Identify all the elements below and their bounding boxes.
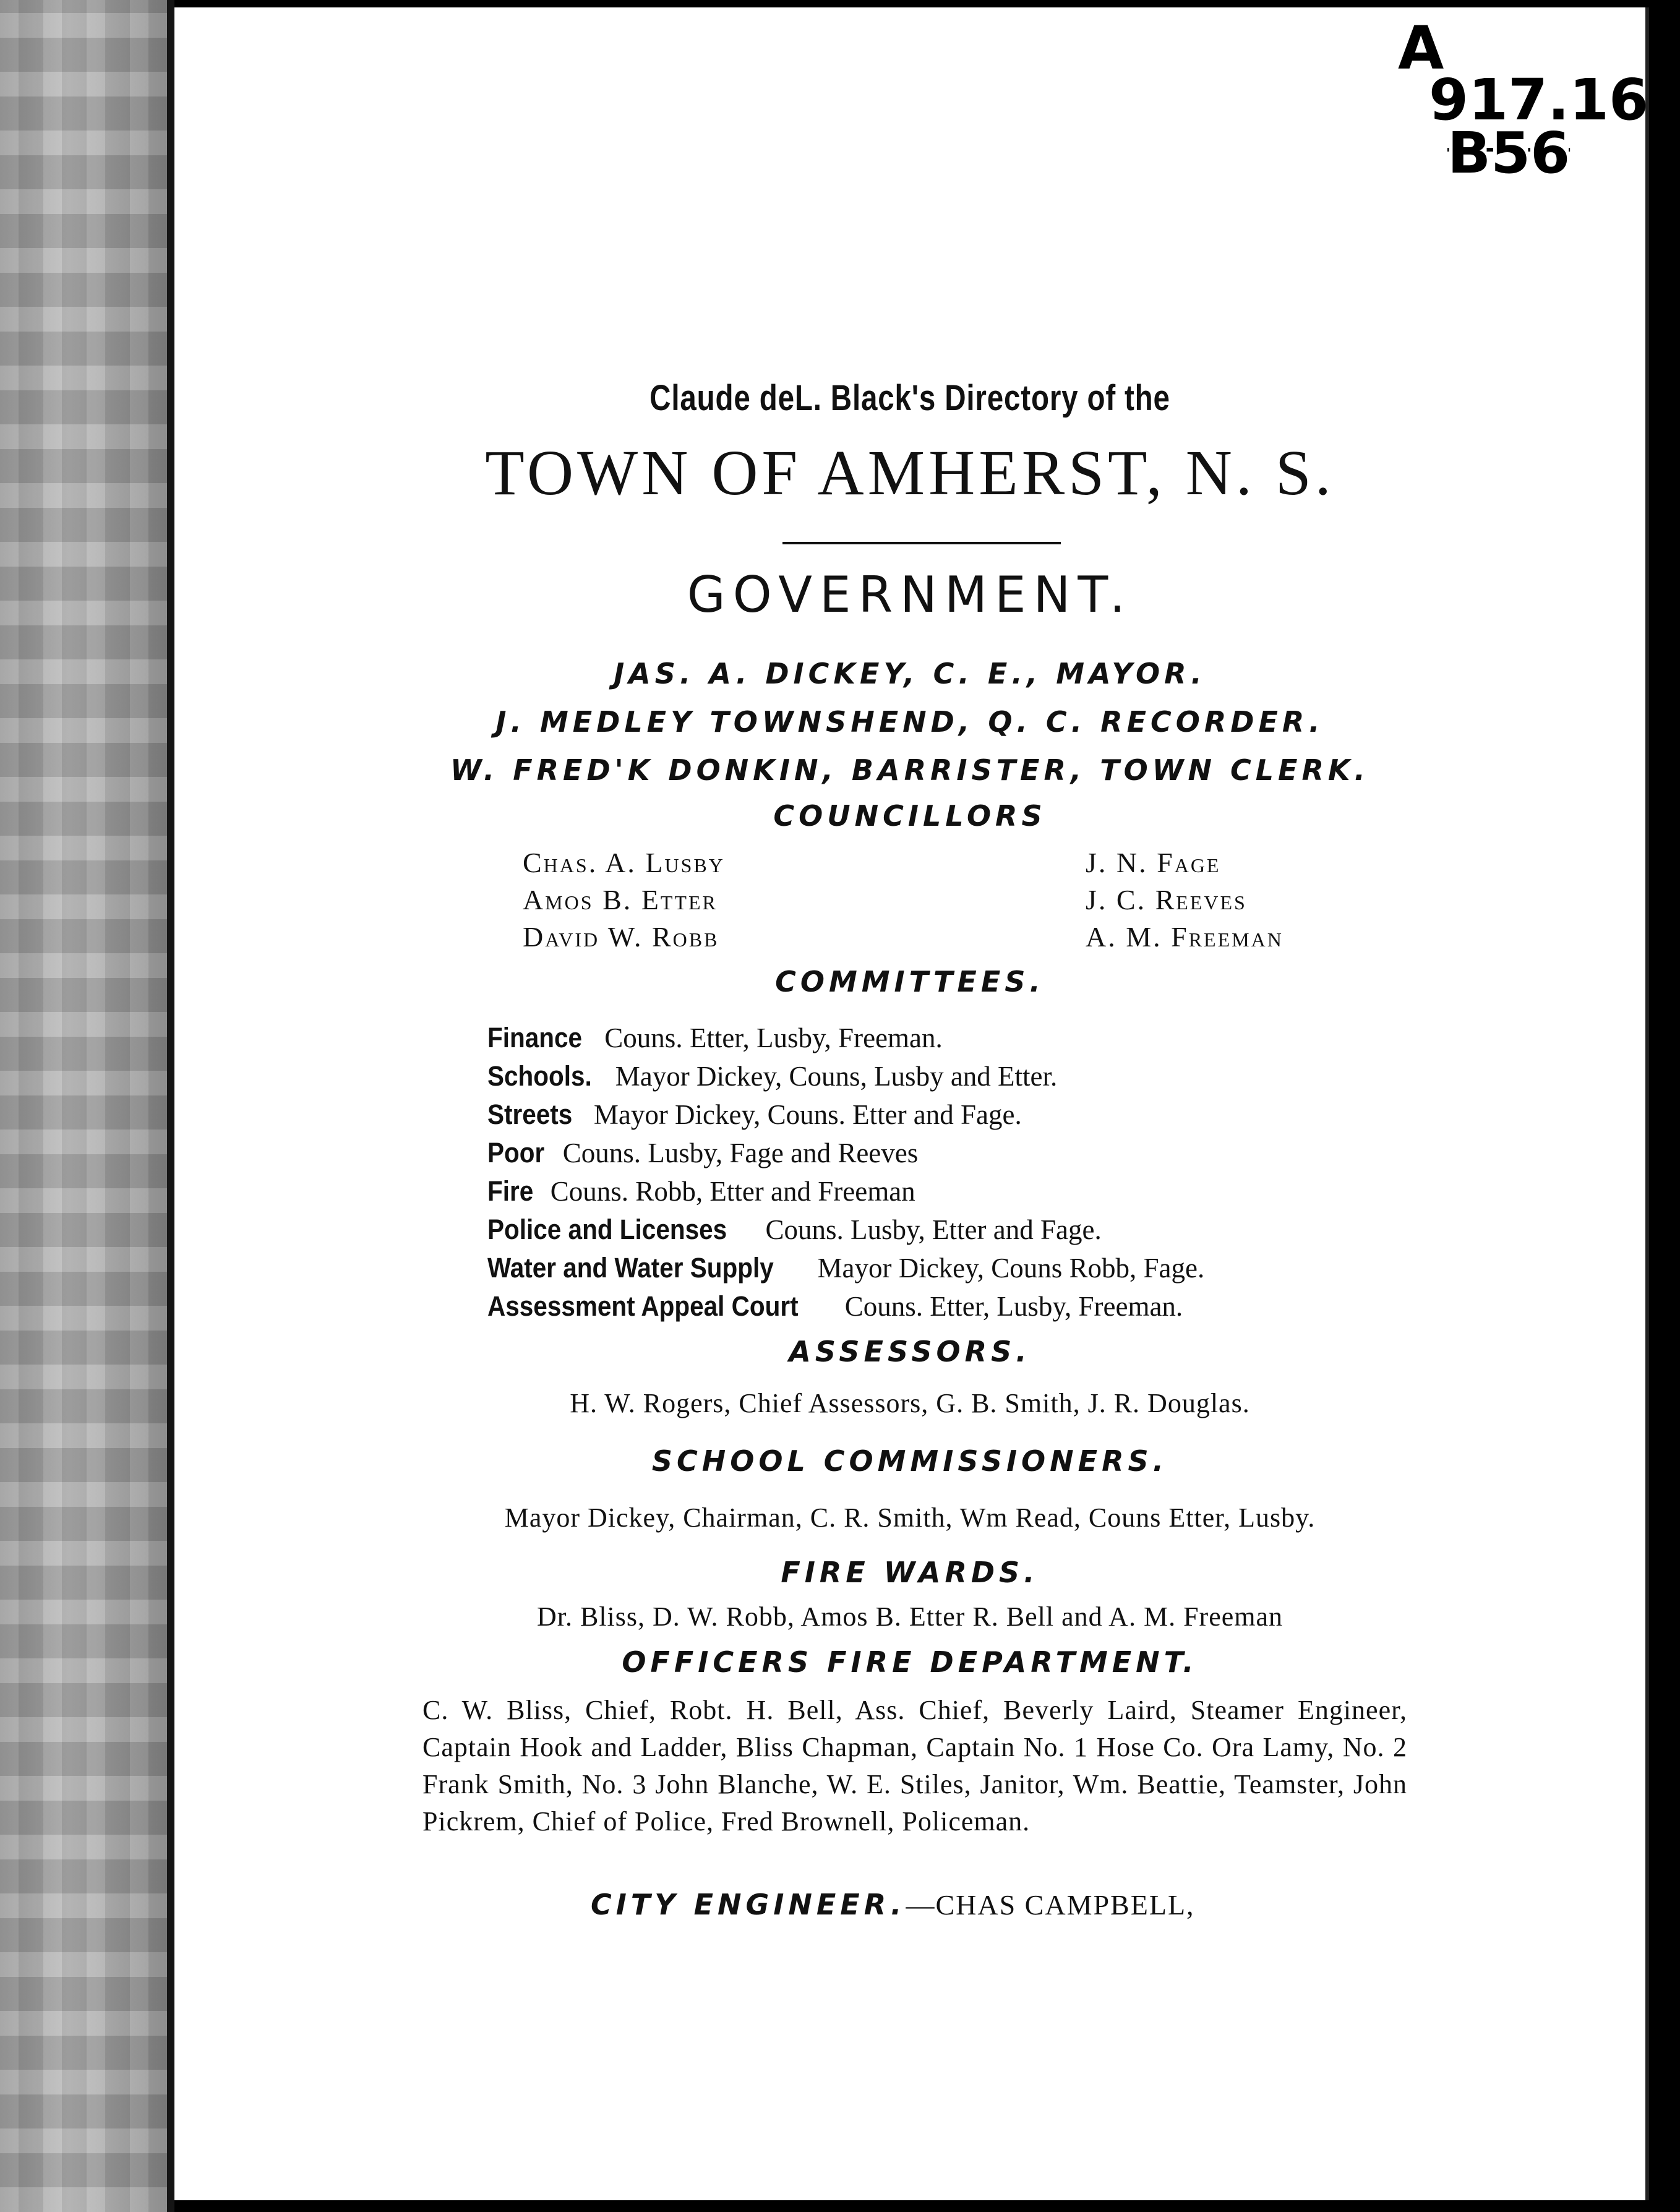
committee-row xyxy=(487,1211,1204,1249)
catalog-note-line: B56 xyxy=(1447,120,1571,186)
official-town-clerk: W. FRED'K DONKIN, BARRISTER, TOWN CLERK. xyxy=(450,753,1370,787)
catalog-note-line: A xyxy=(1398,14,1444,83)
committee-name: Assessment Appeal Court xyxy=(487,1290,799,1322)
committee-row xyxy=(487,1057,1204,1095)
committee-name: Police and Licenses xyxy=(487,1214,727,1245)
official-mayor: JAS. A. DICKEY, C. E., MAYOR. xyxy=(614,657,1206,690)
catalog-note-line: 917.16 xyxy=(1429,67,1649,133)
title-divider xyxy=(782,542,1061,544)
page-title: TOWN OF AMHERST, N. S. xyxy=(485,437,1335,508)
committee-members: Mayor Dickey, Couns, Lusby and Etter. xyxy=(615,1061,1058,1092)
stone-background xyxy=(0,0,173,2212)
fire-department-text: C. W. Bliss, Chief, Robt. H. Bell, Ass. Chief, Beverly Laird, Steamer Engineer, Captain Hook and Ladder, Bliss Chapman, Captain No. 1 Hose Co. Ora Lamy, No. 2 Frank Smith, No. 3 John Blanche, W. E. Stiles, Janitor, Wm. Beattie, Teamster, John Pickrem, Chief of Police, Fred Brownell, Policeman. xyxy=(422,1695,1407,1837)
councillor-name: Chas. A. Lusby xyxy=(523,847,725,878)
councillors-left-column xyxy=(523,844,725,956)
committee-name: Streets xyxy=(487,1099,573,1130)
heading-councillors: COUNCILLORS xyxy=(773,799,1047,833)
heading-fire-department: OFFICERS FIRE DEPARTMENT. xyxy=(622,1645,1198,1679)
committee-row xyxy=(487,1287,1204,1326)
committee-row xyxy=(487,1172,1204,1211)
councillor-name: A. M. Freeman xyxy=(1086,921,1284,953)
binding-edge xyxy=(167,0,174,2212)
handwritten-catalog-note xyxy=(1398,14,1649,186)
committee-row xyxy=(487,1249,1204,1287)
councillor-name: J. C. Reeves xyxy=(1086,884,1247,915)
heading-committees: COMMITTEES. xyxy=(775,965,1045,998)
city-engineer-line xyxy=(591,1888,1195,1921)
committee-members: Couns. Robb, Etter and Freeman xyxy=(550,1176,915,1207)
committee-name: Schools. xyxy=(487,1060,592,1092)
fire-wards-text: Dr. Bliss, D. W. Robb, Amos B. Etter R. Bell and A. M. Freeman xyxy=(536,1601,1284,1632)
committee-members: Couns. Lusby, Etter and Fage. xyxy=(765,1214,1102,1245)
committee-name: Fire xyxy=(487,1175,534,1207)
committee-members: Couns. Etter, Lusby, Freeman. xyxy=(844,1291,1183,1322)
heading-assessors: ASSESSORS. xyxy=(789,1335,1031,1368)
directory-subtitle: Claude deL. Black's Directory of the xyxy=(649,378,1170,418)
committee-name: Water and Water Supply xyxy=(487,1252,774,1284)
councillor-name: Amos B. Etter xyxy=(523,884,718,915)
committee-name: Poor xyxy=(487,1137,545,1168)
committee-members: Mayor Dickey, Couns. Etter and Fage. xyxy=(593,1099,1022,1130)
councillor-name: J. N. Fage xyxy=(1086,847,1221,878)
heading-fire-wards: FIRE WARDS. xyxy=(781,1556,1039,1589)
heading-school-commissioners: SCHOOL COMMISSIONERS. xyxy=(651,1444,1168,1478)
official-recorder: J. MEDLEY TOWNSHEND, Q. C. RECORDER. xyxy=(495,705,1324,739)
section-heading-government: GOVERNMENT. xyxy=(687,566,1133,624)
committee-row xyxy=(487,1095,1204,1134)
city-engineer-name: —CHAS CAMPBELL, xyxy=(906,1889,1195,1921)
committee-members: Couns. Lusby, Fage and Reeves xyxy=(562,1138,919,1168)
committee-members: Couns. Etter, Lusby, Freeman. xyxy=(604,1022,943,1053)
committee-members: Mayor Dickey, Couns Robb, Fage. xyxy=(817,1253,1205,1284)
committees-list xyxy=(487,1019,1204,1326)
committee-name: Finance xyxy=(487,1022,583,1053)
assessors-text: H. W. Rogers, Chief Assessors, G. B. Smith, J. R. Douglas. xyxy=(570,1388,1250,1418)
councillor-name: David W. Robb xyxy=(523,921,719,953)
school-commissioners-text: Mayor Dickey, Chairman, C. R. Smith, Wm Read, Couns Etter, Lusby. xyxy=(504,1503,1316,1533)
committee-row xyxy=(487,1019,1204,1057)
committee-row xyxy=(487,1134,1204,1172)
city-engineer-label: CITY ENGINEER. xyxy=(591,1888,906,1921)
councillors-right-column xyxy=(1086,844,1284,956)
